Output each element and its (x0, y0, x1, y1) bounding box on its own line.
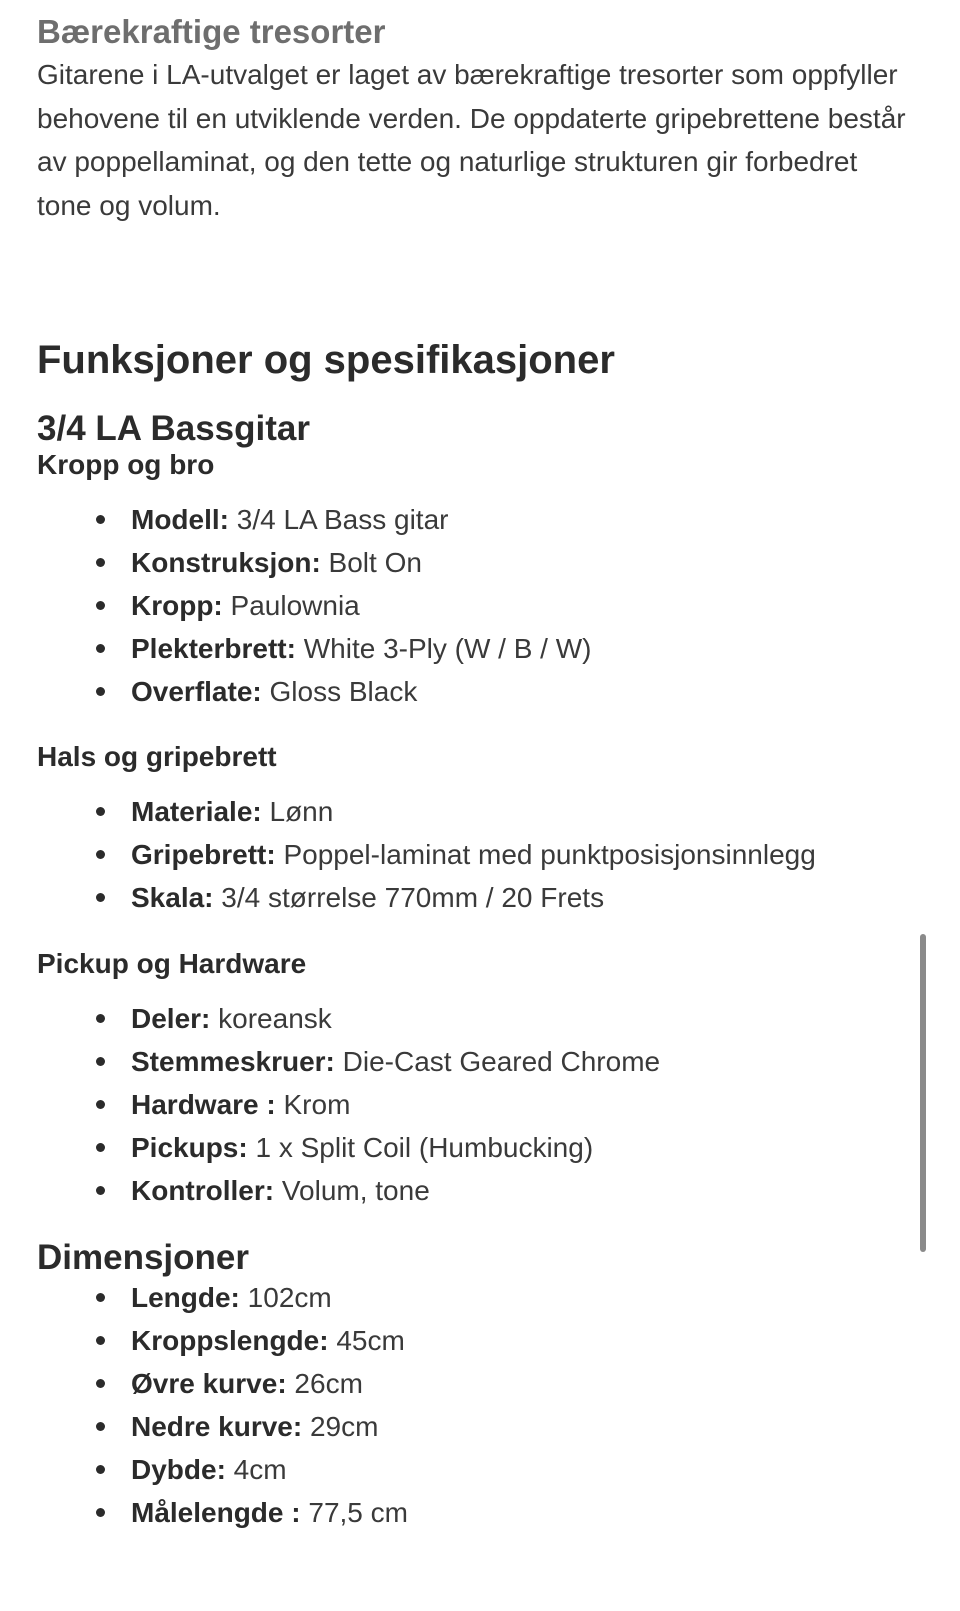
spec-value: Paulownia (222, 590, 360, 621)
spec-list-hardware (37, 997, 660, 1212)
spec-item (37, 1405, 408, 1448)
spec-key: Stemmeskruer: (131, 1046, 335, 1077)
spec-value: 29cm (302, 1411, 379, 1442)
spec-key: Pickups: (131, 1132, 248, 1163)
spec-key: Konstruksjon: (131, 547, 321, 578)
sustainable-wood-heading: Bærekraftige tresorter (37, 13, 386, 50)
spec-item (37, 790, 816, 833)
spec-value: Krom (275, 1089, 351, 1120)
spec-value: Volum, tone (274, 1175, 430, 1206)
spec-key: Overflate: (131, 676, 262, 707)
spec-key: Kropp: (131, 590, 223, 621)
group-heading-neck: Hals og gripebrett (37, 741, 277, 772)
spec-key: Nedre kurve: (131, 1411, 303, 1442)
spec-value: 3/4 størrelse 770mm / 20 Frets (213, 882, 605, 913)
page-title: Funksjoner og spesifikasjoner (37, 338, 615, 382)
spec-item (37, 1448, 408, 1491)
spec-item (37, 1276, 408, 1319)
spec-item (37, 876, 816, 919)
sustainable-wood-text: Gitarene i LA-utvalget er laget av bærekraftige tresorter som oppfyller behovene til en utviklende verden. De oppdaterte gripebrettene består av poppellaminat, og den tette og naturlige strukturen gir forbedret tone og volum. (37, 59, 906, 221)
spec-value: 45cm (328, 1325, 405, 1356)
spec-item (37, 1040, 660, 1083)
spec-item (37, 997, 660, 1040)
spec-item (37, 498, 592, 541)
spec-key: Skala: (131, 882, 214, 913)
spec-value: Lønn (261, 796, 334, 827)
spec-item (37, 670, 592, 713)
spec-key: Målelengde : (131, 1497, 301, 1528)
spec-item (37, 627, 592, 670)
spec-key: Plekterbrett: (131, 633, 296, 664)
spec-key: Kontroller: (131, 1175, 275, 1206)
spec-value: koreansk (210, 1003, 332, 1034)
product-title: 3/4 LA Bassgitar (37, 409, 310, 448)
spec-list-dimensions (37, 1276, 408, 1534)
spec-item (37, 1491, 408, 1534)
spec-key: Dybde: (131, 1454, 226, 1485)
spec-value: White 3-Ply (W / B / W) (295, 633, 592, 664)
spec-item (37, 1362, 408, 1405)
vertical-scrollbar[interactable] (920, 934, 926, 1252)
spec-value: 3/4 LA Bass gitar (229, 504, 449, 535)
spec-item (37, 833, 816, 876)
spec-value: 102cm (239, 1282, 332, 1313)
spec-value: Die-Cast Geared Chrome (334, 1046, 661, 1077)
spec-value: 1 x Split Coil (Humbucking) (247, 1132, 594, 1163)
spec-item (37, 1169, 660, 1212)
spec-item (37, 1083, 660, 1126)
group-heading-hardware: Pickup og Hardware (37, 948, 307, 979)
spec-value: 26cm (286, 1368, 363, 1399)
spec-key: Øvre kurve: (131, 1368, 287, 1399)
spec-value: Bolt On (320, 547, 422, 578)
spec-key: Gripebrett: (131, 839, 276, 870)
spec-key: Lengde: (131, 1282, 240, 1313)
spec-key: Materiale: (131, 796, 262, 827)
spec-value: 77,5 cm (300, 1497, 408, 1528)
group-heading-dimensions: Dimensjoner (37, 1238, 249, 1277)
spec-item (37, 584, 592, 627)
group-heading-body: Kropp og bro (37, 449, 215, 480)
spec-item (37, 1319, 408, 1362)
spec-key: Hardware : (131, 1089, 276, 1120)
spec-value: Gloss Black (261, 676, 418, 707)
spec-key: Modell: (131, 504, 229, 535)
spec-key: Kroppslengde: (131, 1325, 329, 1356)
spec-item (37, 1126, 660, 1169)
spec-list-body (37, 498, 592, 713)
spec-value: 4cm (225, 1454, 287, 1485)
spec-key: Deler: (131, 1003, 211, 1034)
spec-list-neck (37, 790, 816, 919)
spec-value: Poppel-laminat med punktposisjonsinnlegg (275, 839, 816, 870)
spec-item (37, 541, 592, 584)
